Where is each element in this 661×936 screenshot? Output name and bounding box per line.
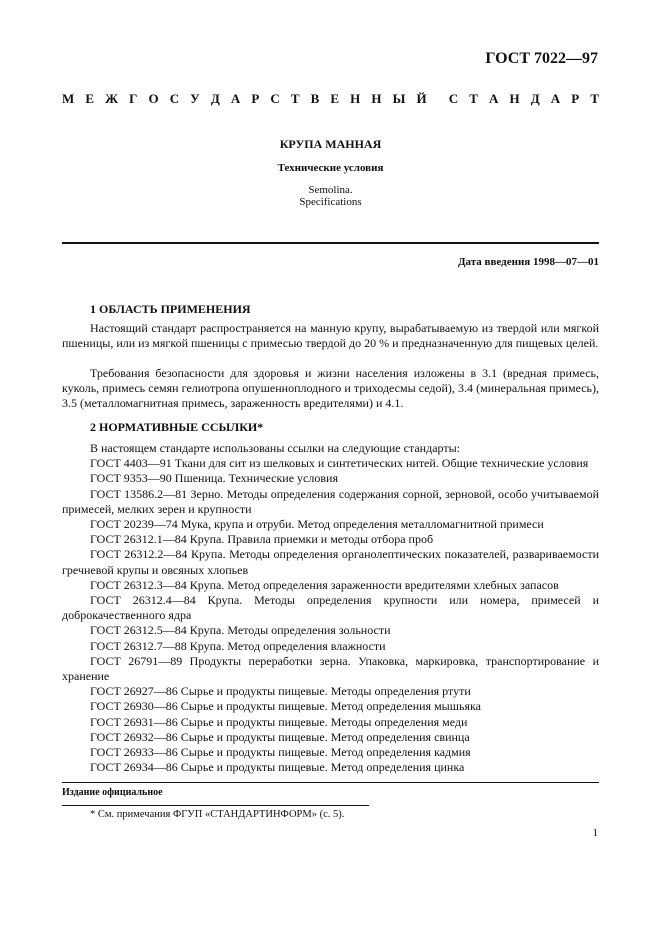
standard-type-letter: С — [169, 91, 180, 106]
standard-type-letter: В — [310, 91, 320, 106]
page-number: 1 — [592, 827, 598, 839]
reference-item: ГОСТ 26312.5—84 Крупа. Методы определения зольности — [90, 623, 391, 638]
standard-type-letter: Т — [469, 91, 478, 106]
standard-type-letter: Д — [530, 91, 540, 106]
footnote: * См. примечания ФГУП «СТАНДАРТИНФОРМ» (с. 5). — [90, 809, 345, 820]
official-rule — [62, 782, 599, 783]
standard-type-letter: Д — [210, 91, 220, 106]
reference-item: ГОСТ 4403—91 Ткани для сит из шелковых и синтетических нитей. Общие технические условия — [90, 456, 589, 471]
standard-type-letter: С — [270, 91, 280, 106]
standard-type-letter: Ж — [105, 91, 118, 106]
paragraph: Требования безопасности для здоровья и жизни населения изложены в 3.1 (вредная примесь, куколь, примесь семян гелиотропа опушенноплодного и триходесмы седой), 3.4 (минеральная примесь), 3.5 (металломагнитная примесь, зараженность вредителями) и 4.1. — [62, 366, 599, 411]
section-heading: 2 НОРМАТИВНЫЕ ССЫЛКИ* — [90, 420, 264, 434]
footnote-rule — [62, 805, 369, 806]
reference-item: ГОСТ 26312.7—88 Крупа. Метод определения влажности — [90, 638, 386, 653]
paragraph: Настоящий стандарт распространяется на манную крупу, вырабатываемую из твердой или мягкой пшеницы, или из мягкой пшеницы с примесью твердой до 20 % и предназначенную для пищевых целей. — [62, 321, 599, 351]
standard-type-letter: Ы — [392, 91, 406, 106]
reference-item: ГОСТ 13586.2—81 Зерно. Методы определения содержания сорной, зерновой, особо учитываемой примесей, мелких зерен и крупности — [62, 486, 599, 516]
standard-type-letter: А — [230, 91, 241, 106]
reference-item: ГОСТ 26932—86 Сырье и продукты пищевые. Метод определения свинца — [90, 729, 470, 744]
document-code: ГОСТ 7022—97 — [485, 50, 598, 67]
header-rule — [62, 242, 599, 244]
standard-type-letter: А — [550, 91, 561, 106]
references-intro: В настоящем стандарте использованы ссылки на следующие стандарты: — [90, 441, 461, 455]
standard-type-letter: Г — [129, 91, 138, 106]
effective-date: Дата введения 1998—07—01 — [457, 256, 599, 268]
standard-type-letter: У — [190, 91, 200, 106]
reference-item: ГОСТ 9353—90 Пшеница. Технические условия — [90, 471, 338, 486]
standard-type-letter: Т — [590, 91, 599, 106]
standard-type-letter: Т — [290, 91, 300, 106]
standard-type-letter: Р — [571, 91, 580, 106]
reference-item: ГОСТ 26312.3—84 Крупа. Метод определения зараженности вредителями хлебных запасов — [90, 577, 559, 592]
standard-type-letter: Н — [509, 91, 520, 106]
reference-item: ГОСТ 26927—86 Сырье и продукты пищевые. Методы определения ртути — [90, 684, 471, 699]
standard-type-letter: А — [489, 91, 499, 106]
standard-type-letter: Й — [416, 91, 427, 106]
standard-type-letter: О — [148, 91, 159, 106]
reference-item: ГОСТ 26312.4—84 Крупа. Методы определения крупности или номера, примесей и доброкачественного ядра — [62, 593, 599, 623]
references-items — [62, 456, 599, 775]
section-heading: 1 ОБЛАСТЬ ПРИМЕНЕНИЯ — [90, 302, 251, 316]
reference-item: ГОСТ 26312.2—84 Крупа. Методы определения органолептических показателей, развариваемости гречневой крупы и овсяных хлопьев — [62, 547, 599, 577]
standard-type-letter: Е — [330, 91, 340, 106]
standard-type-letter: Р — [251, 91, 260, 106]
document-subtitle: Технические условия — [277, 162, 384, 174]
document-title: КРУПА МАННАЯ — [279, 137, 382, 151]
reference-item: ГОСТ 26791—89 Продукты переработки зерна. Упаковка, маркировка, транспортирование и хранение — [62, 653, 599, 684]
standard-type-letter: М — [62, 91, 75, 106]
standard-type-letter: Е — [85, 91, 95, 106]
reference-item: ГОСТ 26931—86 Сырье и продукты пищевые. Методы определения меди — [90, 714, 468, 729]
reference-item: ГОСТ 26934—86 Сырье и продукты пищевые. Метод определения цинка — [90, 760, 465, 775]
reference-item: ГОСТ 20239—74 Мука, крупа и отруби. Метод определения металломагнитной примеси — [90, 517, 544, 532]
standard-type-heading — [62, 91, 599, 107]
english-title-line: Specifications — [299, 196, 362, 208]
english-title — [0, 184, 661, 208]
references-list — [62, 441, 599, 775]
standard-type-letter: С — [448, 91, 459, 106]
official-edition-label: Издание официальное — [62, 787, 163, 798]
reference-item: ГОСТ 26930—86 Сырье и продукты пищевые. Метод определения мышьяка — [90, 699, 481, 714]
standard-type-letter: Н — [371, 91, 382, 106]
reference-item: ГОСТ 26312.1—84 Крупа. Правила приемки и методы отбора проб — [90, 532, 434, 547]
reference-item: ГОСТ 26933—86 Сырье и продукты пищевые. Метод определения кадмия — [90, 745, 471, 760]
standard-type-letter: Н — [350, 91, 361, 106]
english-title-line: Semolina. — [308, 184, 353, 196]
